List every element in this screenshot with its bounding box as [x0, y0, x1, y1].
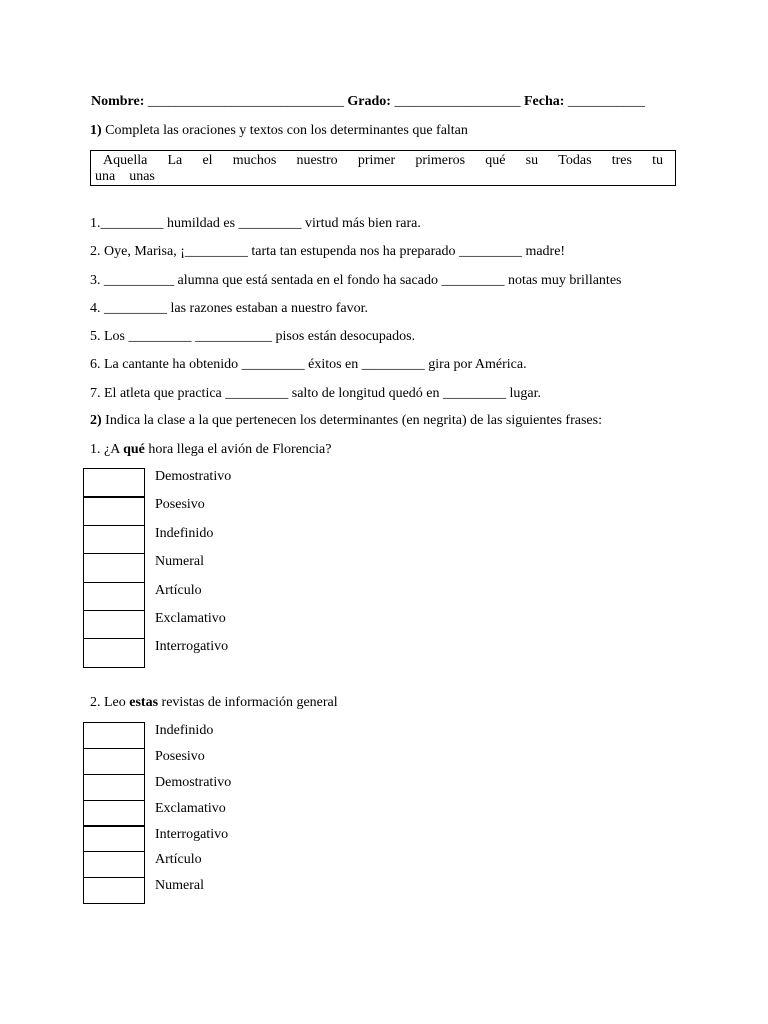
answer-checkbox[interactable]: [83, 610, 145, 640]
option-row: [83, 827, 231, 853]
fill-sentence-2[interactable]: 2. Oye, Marisa, ¡_________ tarta tan estupenda nos ha preparado _________ madre!: [90, 244, 566, 259]
option-label: Exclamativo: [155, 610, 226, 626]
q2-suffix: revistas de información general: [158, 695, 338, 710]
option-row: [83, 611, 231, 639]
section1-number: 1): [90, 123, 102, 138]
fill-sentence-1[interactable]: 1._________ humildad es _________ virtud más bien rara.: [90, 216, 421, 231]
date-blank[interactable]: ___________: [564, 94, 645, 109]
header-fields: [91, 94, 645, 110]
option-label: Interrogativo: [155, 826, 229, 842]
option-label: Demostrativo: [155, 469, 232, 484]
word-bank-line2: [95, 169, 663, 185]
section1-instruction: [90, 123, 468, 139]
section1-text: Completa las oraciones y textos con los determinantes que faltan: [101, 123, 468, 138]
option-label: Artículo: [155, 852, 202, 868]
word-bank-word: primeros: [415, 153, 466, 168]
question-2: [90, 695, 338, 711]
word-bank-word: su: [525, 153, 539, 168]
option-row: [83, 497, 231, 525]
option-row: [83, 878, 231, 904]
option-row: [83, 723, 231, 749]
q2-bold-determiner: estas: [129, 695, 159, 710]
answer-checkbox[interactable]: [83, 877, 145, 904]
word-bank-box: [90, 150, 676, 186]
word-bank-word: Todas: [558, 153, 592, 168]
question-1: [90, 442, 331, 458]
answer-checkbox[interactable]: [83, 800, 145, 827]
q1-bold-determiner: qué: [123, 442, 145, 457]
option-label: Interrogativo: [155, 639, 229, 655]
answer-checkbox[interactable]: [83, 748, 145, 775]
word-bank-word: tu: [652, 153, 663, 168]
word-bank-word: una: [95, 169, 116, 184]
fill-sentence-4[interactable]: 4. _________ las razones estaban a nuestro favor.: [90, 301, 368, 316]
option-label: Indefinido: [155, 723, 214, 738]
option-row: [83, 583, 231, 611]
answer-checkbox[interactable]: [83, 582, 145, 612]
section2-number: 2): [90, 413, 102, 428]
date-label: Fecha:: [523, 94, 565, 109]
option-row: [83, 526, 231, 554]
answer-checkbox[interactable]: [83, 851, 145, 878]
word-bank-word: unas: [129, 169, 155, 184]
answer-checkbox[interactable]: [83, 722, 145, 749]
word-bank-word: nuestro: [296, 153, 338, 168]
option-label: Posesivo: [155, 497, 205, 513]
word-bank-word: tres: [611, 153, 632, 168]
option-row: [83, 775, 231, 801]
answer-checkbox[interactable]: [83, 553, 145, 583]
option-label: Numeral: [155, 878, 204, 894]
option-row: [83, 852, 231, 878]
word-bank-word: Aquella: [103, 153, 148, 168]
option-label: Numeral: [155, 554, 204, 570]
option-row: [83, 554, 231, 582]
answer-checkbox[interactable]: [83, 638, 145, 668]
option-label: Artículo: [155, 582, 202, 598]
answer-checkbox[interactable]: [83, 468, 145, 498]
word-bank-word: primer: [357, 153, 396, 168]
q1-options: [83, 469, 231, 668]
name-label: Nombre:: [91, 94, 145, 109]
answer-checkbox[interactable]: [83, 496, 145, 526]
q1-prefix: 1. ¿A: [90, 442, 124, 457]
q2-options: [83, 723, 231, 904]
option-label: Exclamativo: [155, 800, 226, 816]
option-row: [83, 749, 231, 775]
grade-blank[interactable]: __________________: [390, 94, 524, 109]
word-bank-word: muchos: [232, 153, 277, 168]
answer-checkbox[interactable]: [83, 525, 145, 555]
word-bank-line1: [103, 153, 663, 169]
q2-prefix: 2. Leo: [90, 695, 130, 710]
option-row: [83, 469, 231, 497]
fill-sentence-6[interactable]: 6. La cantante ha obtenido _________ éxitos en _________ gira por América.: [90, 357, 527, 372]
word-bank-word: el: [202, 153, 213, 168]
word-bank-word: qué: [485, 153, 506, 168]
option-label: Posesivo: [155, 748, 205, 764]
option-label: Demostrativo: [155, 774, 232, 790]
option-row: [83, 639, 231, 667]
name-blank[interactable]: ____________________________: [144, 94, 348, 109]
option-row: [83, 801, 231, 827]
fill-sentence-7[interactable]: 7. El atleta que practica _________ salto de longitud quedó en _________ lugar.: [90, 386, 542, 401]
fill-sentence-3[interactable]: 3. __________ alumna que está sentada en el fondo ha sacado _________ notas muy brillantes: [90, 273, 622, 288]
answer-checkbox[interactable]: [83, 774, 145, 801]
option-label: Indefinido: [155, 525, 214, 541]
q1-suffix: hora llega el avión de Florencia?: [144, 442, 332, 457]
word-bank-word: La: [167, 153, 183, 168]
section2-instruction: [90, 413, 602, 429]
section2-text: Indica la clase a la que pertenecen los determinantes (en negrita) de las siguientes frases:: [101, 413, 602, 428]
answer-checkbox[interactable]: [83, 826, 145, 853]
fill-sentence-5[interactable]: 5. Los _________ ___________ pisos están desocupados.: [90, 329, 416, 344]
grade-label: Grado:: [347, 94, 391, 109]
